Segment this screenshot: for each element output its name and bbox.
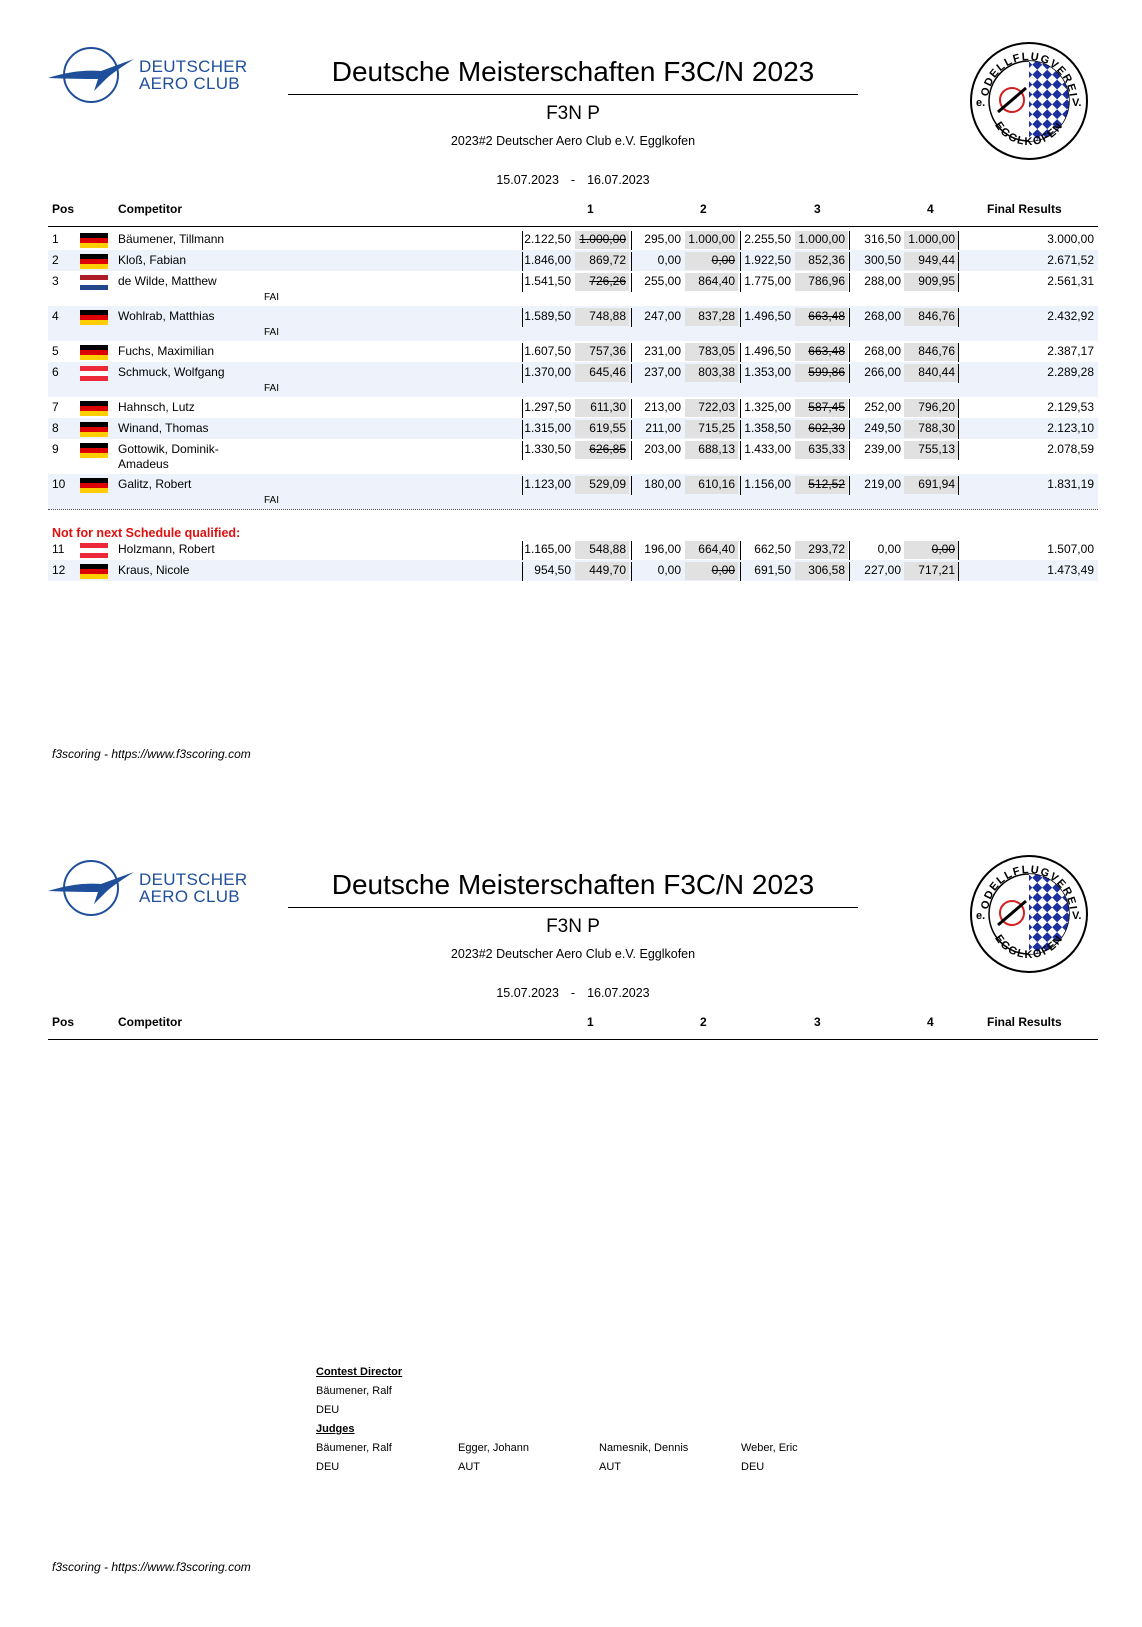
round-2-raw-score: 0,00 bbox=[657, 563, 681, 577]
round-1-normalized-score: 611,30 bbox=[575, 399, 629, 417]
flag-nld-icon bbox=[80, 275, 108, 290]
fai-note: FAI bbox=[264, 495, 280, 506]
round-4-normalized-score: 949,44 bbox=[904, 252, 958, 270]
dac-logo-text: DEUTSCHER AERO CLUB bbox=[139, 870, 248, 906]
footer-link[interactable]: f3scoring - https://www.f3scoring.com bbox=[52, 1560, 251, 1574]
round-1-raw-score: 2.122,50 bbox=[524, 232, 571, 246]
column-divider bbox=[522, 308, 523, 327]
competitor-name: Winand, Thomas bbox=[118, 421, 209, 435]
column-divider bbox=[631, 343, 632, 362]
position-value: 12 bbox=[52, 563, 66, 577]
position-value: 4 bbox=[52, 309, 59, 323]
result-row-7 bbox=[48, 397, 1098, 418]
round-3-normalized-score: 306,58 bbox=[795, 562, 848, 580]
column-divider bbox=[631, 399, 632, 418]
column-divider bbox=[740, 364, 741, 383]
round-4-normalized-score: 846,76 bbox=[904, 343, 958, 361]
round-1-normalized-score: 748,88 bbox=[575, 308, 629, 326]
column-divider bbox=[740, 420, 741, 439]
final-result: 2.078,59 bbox=[1047, 442, 1094, 456]
column-divider bbox=[522, 541, 523, 560]
column-divider bbox=[849, 441, 850, 460]
fai-note: FAI bbox=[264, 327, 280, 338]
result-row-5 bbox=[48, 341, 1098, 362]
round-3-normalized-score: 852,36 bbox=[795, 252, 848, 270]
competitor-name: Hahnsch, Lutz bbox=[118, 400, 195, 414]
result-row-2 bbox=[48, 250, 1098, 271]
round-2-raw-score: 203,00 bbox=[644, 442, 681, 456]
svg-text:EGGLKOFEN: EGGLKOFEN bbox=[992, 119, 1066, 149]
modellflugverein-logo bbox=[968, 40, 1090, 162]
round-3-normalized-score: 663,48 bbox=[795, 308, 848, 326]
judge-name: Bäumener, Ralf bbox=[316, 1442, 392, 1454]
round-4-normalized-score: 788,30 bbox=[904, 420, 958, 438]
col-header-pos: Pos bbox=[52, 1015, 75, 1029]
round-1-normalized-score: 548,88 bbox=[575, 541, 629, 559]
col-header-final: Final Results bbox=[987, 1015, 1062, 1029]
column-divider bbox=[958, 364, 959, 383]
round-1-raw-score: 1.370,00 bbox=[524, 365, 571, 379]
column-divider bbox=[740, 562, 741, 581]
round-4-raw-score: 288,00 bbox=[864, 274, 901, 288]
col-header-final: Final Results bbox=[987, 202, 1062, 216]
flag-deu-icon bbox=[80, 401, 108, 416]
position-value: 1 bbox=[52, 232, 59, 246]
result-row-12 bbox=[48, 560, 1098, 581]
flag-deu-icon bbox=[80, 254, 108, 269]
column-divider bbox=[740, 441, 741, 460]
column-divider bbox=[522, 273, 523, 292]
round-2-raw-score: 0,00 bbox=[657, 253, 681, 267]
round-2-raw-score: 237,00 bbox=[644, 365, 681, 379]
round-4-raw-score: 300,50 bbox=[864, 253, 901, 267]
competitor-name: Schmuck, Wolfgang bbox=[118, 365, 225, 379]
event-dates: 15.07.2023 - 16.07.2023 bbox=[496, 173, 650, 187]
column-divider bbox=[740, 231, 741, 250]
column-divider bbox=[522, 399, 523, 418]
round-4-normalized-score: 717,21 bbox=[904, 562, 958, 580]
round-3-normalized-score: 635,33 bbox=[795, 441, 848, 459]
round-2-raw-score: 231,00 bbox=[644, 344, 681, 358]
results-page-2 bbox=[0, 813, 1142, 1623]
round-2-normalized-score: 837,28 bbox=[685, 308, 738, 326]
round-1-raw-score: 1.330,50 bbox=[524, 442, 571, 456]
round-2-normalized-score: 664,40 bbox=[685, 541, 738, 559]
page-title: Deutsche Meisterschaften F3C/N 2023 bbox=[331, 869, 815, 900]
round-1-raw-score: 1.123,00 bbox=[524, 477, 571, 491]
column-divider bbox=[740, 308, 741, 327]
fai-note: FAI bbox=[264, 292, 280, 303]
judge-country: DEU bbox=[741, 1461, 765, 1473]
round-3-raw-score: 1.358,50 bbox=[744, 421, 791, 435]
svg-text:e.: e. bbox=[976, 910, 986, 922]
round-4-raw-score: 227,00 bbox=[864, 563, 901, 577]
round-3-normalized-score: 587,45 bbox=[795, 399, 848, 417]
round-2-normalized-score: 0,00 bbox=[685, 252, 738, 270]
column-divider bbox=[849, 343, 850, 362]
round-1-raw-score: 1.165,00 bbox=[524, 542, 571, 556]
column-divider bbox=[958, 562, 959, 581]
column-divider bbox=[958, 441, 959, 460]
column-divider bbox=[631, 364, 632, 383]
page-title: Deutsche Meisterschaften F3C/N 2023 bbox=[331, 56, 815, 87]
competitor-name: Kloß, Fabian bbox=[118, 253, 187, 267]
round-4-normalized-score: 846,76 bbox=[904, 308, 958, 326]
dac-emblem-icon bbox=[46, 45, 141, 105]
not-qualified-label: Not for next Schedule qualified: bbox=[52, 526, 241, 540]
round-2-raw-score: 213,00 bbox=[644, 400, 681, 414]
column-divider bbox=[740, 541, 741, 560]
dac-emblem-icon bbox=[46, 858, 141, 918]
column-divider bbox=[740, 252, 741, 271]
round-3-raw-score: 1.433,00 bbox=[744, 442, 791, 456]
flag-deu-icon bbox=[80, 478, 108, 493]
final-result: 2.123,10 bbox=[1047, 421, 1094, 435]
round-4-normalized-score: 840,44 bbox=[904, 364, 958, 382]
round-4-normalized-score: 909,95 bbox=[904, 273, 958, 291]
column-divider bbox=[849, 252, 850, 271]
round-1-normalized-score: 1.000,00 bbox=[575, 231, 629, 249]
position-value: 8 bbox=[52, 421, 59, 435]
col-header-round-3: 3 bbox=[814, 202, 821, 216]
round-3-normalized-score: 1.000,00 bbox=[795, 231, 848, 249]
flag-deu-icon bbox=[80, 310, 108, 325]
column-divider bbox=[522, 231, 523, 250]
column-divider bbox=[849, 541, 850, 560]
round-3-raw-score: 1.353,00 bbox=[744, 365, 791, 379]
column-divider bbox=[522, 364, 523, 383]
col-header-competitor: Competitor bbox=[118, 1015, 182, 1029]
competitor-name: Bäumener, Tillmann bbox=[118, 232, 225, 246]
round-4-raw-score: 266,00 bbox=[864, 365, 901, 379]
competitor-name: Galitz, Robert bbox=[118, 477, 192, 491]
judge-country: AUT bbox=[599, 1461, 621, 1473]
competitor-name-continued: Amadeus bbox=[118, 457, 169, 471]
final-result: 1.473,49 bbox=[1047, 563, 1094, 577]
round-1-normalized-score: 619,55 bbox=[575, 420, 629, 438]
judge-country: AUT bbox=[458, 1461, 480, 1473]
column-divider bbox=[958, 273, 959, 292]
round-4-normalized-score: 691,94 bbox=[904, 476, 958, 494]
col-header-round-3: 3 bbox=[814, 1015, 821, 1029]
round-3-raw-score: 1.922,50 bbox=[744, 253, 791, 267]
round-2-normalized-score: 803,38 bbox=[685, 364, 738, 382]
competitor-name: Fuchs, Maximilian bbox=[118, 344, 215, 358]
competitor-name: Wohlrab, Matthias bbox=[118, 309, 215, 323]
judges-heading: Judges bbox=[316, 1423, 355, 1435]
final-result: 2.129,53 bbox=[1047, 400, 1094, 414]
position-value: 6 bbox=[52, 365, 59, 379]
final-result: 1.507,00 bbox=[1047, 542, 1094, 556]
round-4-raw-score: 268,00 bbox=[864, 344, 901, 358]
round-3-normalized-score: 786,96 bbox=[795, 273, 848, 291]
round-4-raw-score: 252,00 bbox=[864, 400, 901, 414]
column-divider bbox=[631, 420, 632, 439]
round-2-normalized-score: 0,00 bbox=[685, 562, 738, 580]
column-divider bbox=[522, 420, 523, 439]
column-divider bbox=[849, 308, 850, 327]
column-divider bbox=[631, 541, 632, 560]
final-result: 1.831,19 bbox=[1047, 477, 1094, 491]
round-3-raw-score: 1.496,50 bbox=[744, 309, 791, 323]
dac-logo bbox=[46, 45, 271, 105]
round-3-raw-score: 691,50 bbox=[754, 563, 791, 577]
column-divider bbox=[958, 420, 959, 439]
column-divider bbox=[631, 562, 632, 581]
flag-deu-icon bbox=[80, 345, 108, 360]
round-1-raw-score: 1.297,50 bbox=[524, 400, 571, 414]
round-1-normalized-score: 645,46 bbox=[575, 364, 629, 382]
event-name: 2023#2 Deutscher Aero Club e.V. Egglkofen bbox=[450, 947, 696, 961]
column-divider bbox=[958, 252, 959, 271]
round-1-normalized-score: 449,70 bbox=[575, 562, 629, 580]
round-1-raw-score: 1.607,50 bbox=[524, 344, 571, 358]
round-2-normalized-score: 610,16 bbox=[685, 476, 738, 494]
result-row-6 bbox=[48, 362, 1098, 397]
svg-text:MODELLFLUGVEREIN: ODELLFLUGVEREI bbox=[979, 863, 1079, 912]
round-3-raw-score: 662,50 bbox=[754, 542, 791, 556]
round-2-raw-score: 180,00 bbox=[644, 477, 681, 491]
round-2-normalized-score: 722,03 bbox=[685, 399, 738, 417]
col-header-round-1: 1 bbox=[587, 202, 594, 216]
round-1-normalized-score: 529,09 bbox=[575, 476, 629, 494]
modellflugverein-logo bbox=[968, 853, 1090, 975]
header-rule bbox=[48, 1039, 1098, 1040]
column-divider bbox=[849, 364, 850, 383]
round-3-raw-score: 1.496,50 bbox=[744, 344, 791, 358]
round-4-normalized-score: 796,20 bbox=[904, 399, 958, 417]
round-2-raw-score: 247,00 bbox=[644, 309, 681, 323]
col-header-pos: Pos bbox=[52, 202, 75, 216]
column-divider bbox=[958, 231, 959, 250]
round-3-normalized-score: 293,72 bbox=[795, 541, 848, 559]
position-value: 7 bbox=[52, 400, 59, 414]
round-2-raw-score: 196,00 bbox=[644, 542, 681, 556]
round-2-normalized-score: 688,13 bbox=[685, 441, 738, 459]
round-3-normalized-score: 599,86 bbox=[795, 364, 848, 382]
column-divider bbox=[631, 231, 632, 250]
contest-director-name: Bäumener, Ralf bbox=[316, 1385, 392, 1397]
round-4-raw-score: 239,00 bbox=[864, 442, 901, 456]
flag-deu-icon bbox=[80, 422, 108, 437]
round-2-raw-score: 211,00 bbox=[645, 421, 681, 435]
column-divider bbox=[849, 399, 850, 418]
competitor-name: de Wilde, Matthew bbox=[118, 274, 217, 288]
column-divider bbox=[849, 231, 850, 250]
position-value: 10 bbox=[52, 477, 66, 491]
round-2-normalized-score: 783,05 bbox=[685, 343, 738, 361]
event-dates: 15.07.2023 - 16.07.2023 bbox=[496, 986, 650, 1000]
class-name: F3N P bbox=[546, 916, 600, 937]
round-1-raw-score: 1.589,50 bbox=[524, 309, 571, 323]
fai-note: FAI bbox=[264, 383, 280, 394]
round-1-normalized-score: 869,72 bbox=[575, 252, 629, 270]
club-emblem-icon bbox=[968, 40, 1090, 162]
position-value: 2 bbox=[52, 253, 59, 267]
round-4-raw-score: 268,00 bbox=[864, 309, 901, 323]
round-1-normalized-score: 726,26 bbox=[575, 273, 629, 291]
position-value: 9 bbox=[52, 442, 59, 456]
column-divider bbox=[849, 476, 850, 495]
dac-logo-text: DEUTSCHER AERO CLUB bbox=[139, 57, 248, 93]
column-divider bbox=[740, 399, 741, 418]
flag-aut-icon bbox=[80, 543, 108, 558]
column-divider bbox=[522, 252, 523, 271]
round-3-raw-score: 2.255,50 bbox=[744, 232, 791, 246]
round-2-normalized-score: 1.000,00 bbox=[685, 231, 738, 249]
final-result: 2.387,17 bbox=[1047, 344, 1094, 358]
round-3-normalized-score: 512,52 bbox=[795, 476, 848, 494]
round-1-raw-score: 1.315,00 bbox=[524, 421, 571, 435]
round-4-normalized-score: 0,00 bbox=[904, 541, 958, 559]
round-4-raw-score: 316,50 bbox=[864, 232, 901, 246]
round-4-raw-score: 0,00 bbox=[877, 542, 901, 556]
class-name: F3N P bbox=[546, 103, 600, 124]
svg-text:EGGLKOFEN: EGGLKOFEN bbox=[992, 932, 1066, 962]
column-divider bbox=[740, 343, 741, 362]
svg-text:e.: e. bbox=[976, 97, 986, 109]
column-divider bbox=[740, 476, 741, 495]
dac-logo bbox=[46, 858, 271, 918]
contest-director-country: DEU bbox=[316, 1404, 340, 1416]
col-header-round-1: 1 bbox=[587, 1015, 594, 1029]
judge-country: DEU bbox=[316, 1461, 340, 1473]
flag-deu-icon bbox=[80, 443, 108, 458]
competitor-name: Kraus, Nicole bbox=[118, 563, 190, 577]
round-1-raw-score: 1.541,50 bbox=[524, 274, 571, 288]
round-4-normalized-score: 1.000,00 bbox=[904, 231, 958, 249]
judge-name: Namesnik, Dennis bbox=[599, 1442, 689, 1454]
position-value: 3 bbox=[52, 274, 59, 288]
round-3-raw-score: 1.325,00 bbox=[744, 400, 791, 414]
col-header-competitor: Competitor bbox=[118, 202, 182, 216]
round-2-normalized-score: 864,40 bbox=[685, 273, 738, 291]
results-page-1 bbox=[0, 0, 1142, 810]
column-divider bbox=[740, 273, 741, 292]
result-row-1 bbox=[48, 229, 1098, 250]
flag-aut-icon bbox=[80, 366, 108, 381]
title-underline bbox=[288, 94, 858, 95]
column-divider bbox=[522, 441, 523, 460]
round-2-normalized-score: 715,25 bbox=[685, 420, 738, 438]
final-result: 2.432,92 bbox=[1047, 309, 1094, 323]
column-divider bbox=[631, 273, 632, 292]
column-divider bbox=[849, 273, 850, 292]
column-divider bbox=[631, 308, 632, 327]
column-divider bbox=[522, 343, 523, 362]
round-4-normalized-score: 755,13 bbox=[904, 441, 958, 459]
column-divider bbox=[849, 562, 850, 581]
flag-deu-icon bbox=[80, 233, 108, 248]
header-rule bbox=[48, 226, 1098, 227]
contest-director-heading: Contest Director bbox=[316, 1366, 403, 1378]
column-divider bbox=[958, 343, 959, 362]
col-header-round-4: 4 bbox=[927, 202, 934, 216]
round-3-raw-score: 1.156,00 bbox=[744, 477, 791, 491]
result-row-9 bbox=[48, 439, 1098, 474]
judge-name: Egger, Johann bbox=[458, 1442, 529, 1454]
final-result: 2.561,31 bbox=[1047, 274, 1094, 288]
svg-text:MODELLFLUGVEREIN: ODELLFLUGVEREI bbox=[979, 50, 1079, 99]
result-row-8 bbox=[48, 418, 1098, 439]
column-divider bbox=[958, 399, 959, 418]
final-result: 2.289,28 bbox=[1047, 365, 1094, 379]
svg-text:V.: V. bbox=[1072, 910, 1082, 922]
round-2-raw-score: 255,00 bbox=[644, 274, 681, 288]
column-divider bbox=[958, 308, 959, 327]
column-divider bbox=[958, 541, 959, 560]
round-3-normalized-score: 663,48 bbox=[795, 343, 848, 361]
round-4-raw-score: 219,00 bbox=[864, 477, 901, 491]
column-divider bbox=[631, 441, 632, 460]
round-4-raw-score: 249,50 bbox=[864, 421, 901, 435]
column-divider bbox=[631, 252, 632, 271]
round-1-normalized-score: 626,85 bbox=[575, 441, 629, 459]
column-divider bbox=[849, 420, 850, 439]
column-divider bbox=[631, 476, 632, 495]
round-3-normalized-score: 602,30 bbox=[795, 420, 848, 438]
position-value: 11 bbox=[52, 542, 65, 556]
round-1-raw-score: 954,50 bbox=[534, 563, 571, 577]
round-1-raw-score: 1.846,00 bbox=[524, 253, 571, 267]
flag-deu-icon bbox=[80, 564, 108, 579]
final-result: 2.671,52 bbox=[1047, 253, 1094, 267]
col-header-round-2: 2 bbox=[700, 202, 707, 216]
competitor-name: Gottowik, Dominik- bbox=[118, 442, 219, 456]
position-value: 5 bbox=[52, 344, 59, 358]
result-row-4 bbox=[48, 306, 1098, 341]
col-header-round-2: 2 bbox=[700, 1015, 707, 1029]
round-1-normalized-score: 757,36 bbox=[575, 343, 629, 361]
column-divider bbox=[958, 476, 959, 495]
final-result: 3.000,00 bbox=[1047, 232, 1094, 246]
title-underline bbox=[288, 907, 858, 908]
judge-name: Weber, Eric bbox=[741, 1442, 798, 1454]
col-header-round-4: 4 bbox=[927, 1015, 934, 1029]
result-row-3 bbox=[48, 271, 1098, 306]
competitor-name: Holzmann, Robert bbox=[118, 542, 215, 556]
round-3-raw-score: 1.775,00 bbox=[744, 274, 791, 288]
footer-link[interactable]: f3scoring - https://www.f3scoring.com bbox=[52, 747, 251, 761]
club-emblem-icon bbox=[968, 853, 1090, 975]
column-divider bbox=[522, 476, 523, 495]
column-divider bbox=[522, 562, 523, 581]
result-row-11 bbox=[48, 539, 1098, 560]
result-row-10 bbox=[48, 474, 1098, 510]
svg-text:V.: V. bbox=[1072, 97, 1082, 109]
event-name: 2023#2 Deutscher Aero Club e.V. Egglkofen bbox=[450, 134, 696, 148]
round-2-raw-score: 295,00 bbox=[644, 232, 681, 246]
